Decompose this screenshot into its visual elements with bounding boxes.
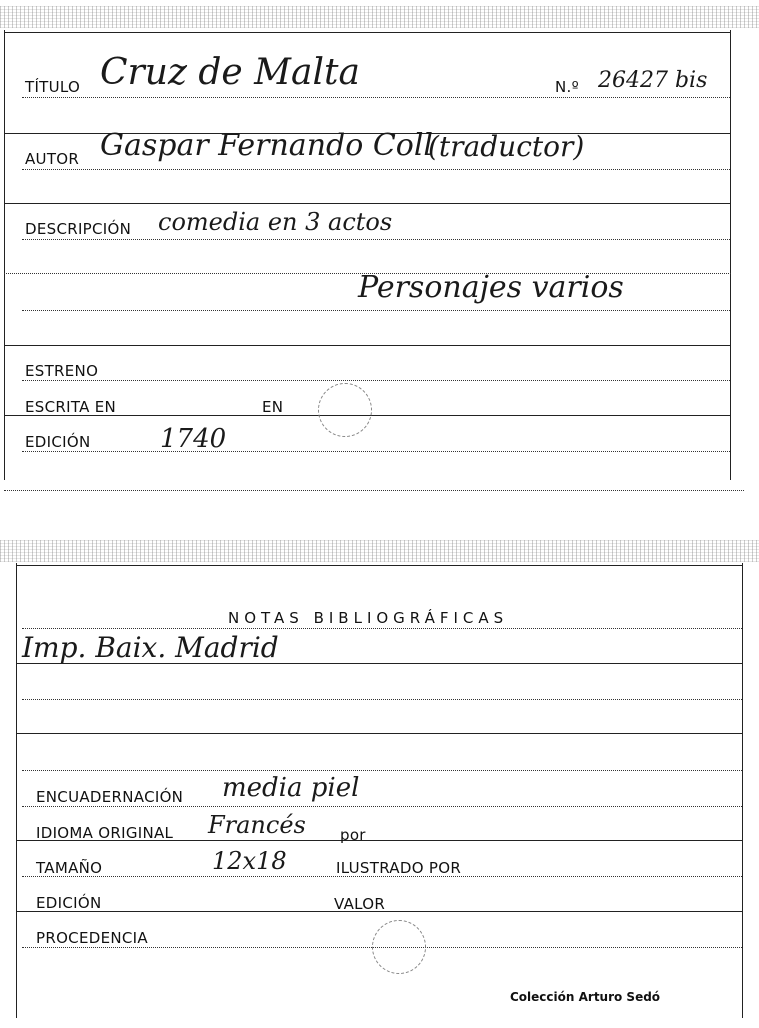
- label-idioma-original: IDIOMA ORIGINAL: [36, 824, 174, 842]
- value-numero: 26427 bis: [598, 68, 708, 93]
- label-encuadernacion: ENCUADERNACIÓN: [36, 788, 184, 806]
- torn-edge: [0, 6, 759, 28]
- notes-heading: NOTAS BIBLIOGRÁFICAS: [228, 609, 509, 627]
- value-idioma-original: Francés: [208, 811, 306, 839]
- card-left-border: [4, 30, 5, 480]
- rule-line: [22, 380, 730, 381]
- label-por: por: [340, 826, 366, 844]
- card-right-border: [730, 30, 731, 480]
- punch-hole: [372, 920, 426, 974]
- label-ilustrado-por: ILUSTRADO POR: [336, 859, 462, 877]
- label-autor: AUTOR: [25, 150, 80, 168]
- label-titulo: TÍTULO: [25, 78, 81, 96]
- catalog-card-front: [0, 0, 759, 500]
- label-en: EN: [262, 398, 284, 416]
- rule-line: [22, 770, 742, 771]
- label-valor: VALOR: [334, 895, 386, 913]
- label-edicion-back: EDICIÓN: [36, 894, 102, 912]
- value-tamano: 12x18: [212, 847, 287, 875]
- value-imprenta: Imp. Baix. Madrid: [22, 631, 279, 664]
- collection-footer: Colección Arturo Sedó: [510, 990, 661, 1004]
- card-right-border: [742, 563, 743, 1018]
- label-escrita-en: ESCRITA EN: [25, 398, 117, 416]
- value-descripcion: comedia en 3 actos: [158, 208, 393, 236]
- label-edicion: EDICIÓN: [25, 433, 91, 451]
- value-titulo: Cruz de Malta: [100, 52, 360, 93]
- rule-line: [4, 203, 731, 204]
- rule-line: [22, 451, 730, 452]
- card-left-border: [16, 563, 17, 1018]
- punch-hole: [318, 383, 372, 437]
- label-procedencia: PROCEDENCIA: [36, 929, 148, 947]
- card-top-border: [4, 32, 731, 33]
- rule-line: [22, 169, 730, 170]
- label-tamano: TAMAÑO: [36, 859, 103, 877]
- torn-edge: [0, 540, 759, 562]
- value-autor-nota: (traductor): [428, 130, 585, 163]
- catalog-card-back: [0, 535, 759, 1028]
- value-autor: Gaspar Fernando Coll: [100, 128, 434, 163]
- label-estreno: ESTRENO: [25, 362, 99, 380]
- card-bottom-edge: [4, 490, 744, 491]
- card-top-border: [16, 565, 743, 566]
- label-numero: N.º: [555, 78, 579, 96]
- value-edicion: 1740: [160, 424, 227, 454]
- value-encuadernacion: media piel: [222, 773, 360, 803]
- rule-line: [22, 806, 742, 807]
- rule-line: [22, 699, 742, 700]
- rule-line: [22, 628, 742, 629]
- label-descripcion: DESCRIPCIÓN: [25, 220, 132, 238]
- rule-line: [16, 733, 743, 734]
- rule-line: [22, 97, 730, 98]
- rule-line: [22, 310, 730, 311]
- rule-line: [4, 345, 731, 346]
- value-personajes: Personajes varios: [358, 270, 624, 305]
- rule-line: [22, 239, 730, 240]
